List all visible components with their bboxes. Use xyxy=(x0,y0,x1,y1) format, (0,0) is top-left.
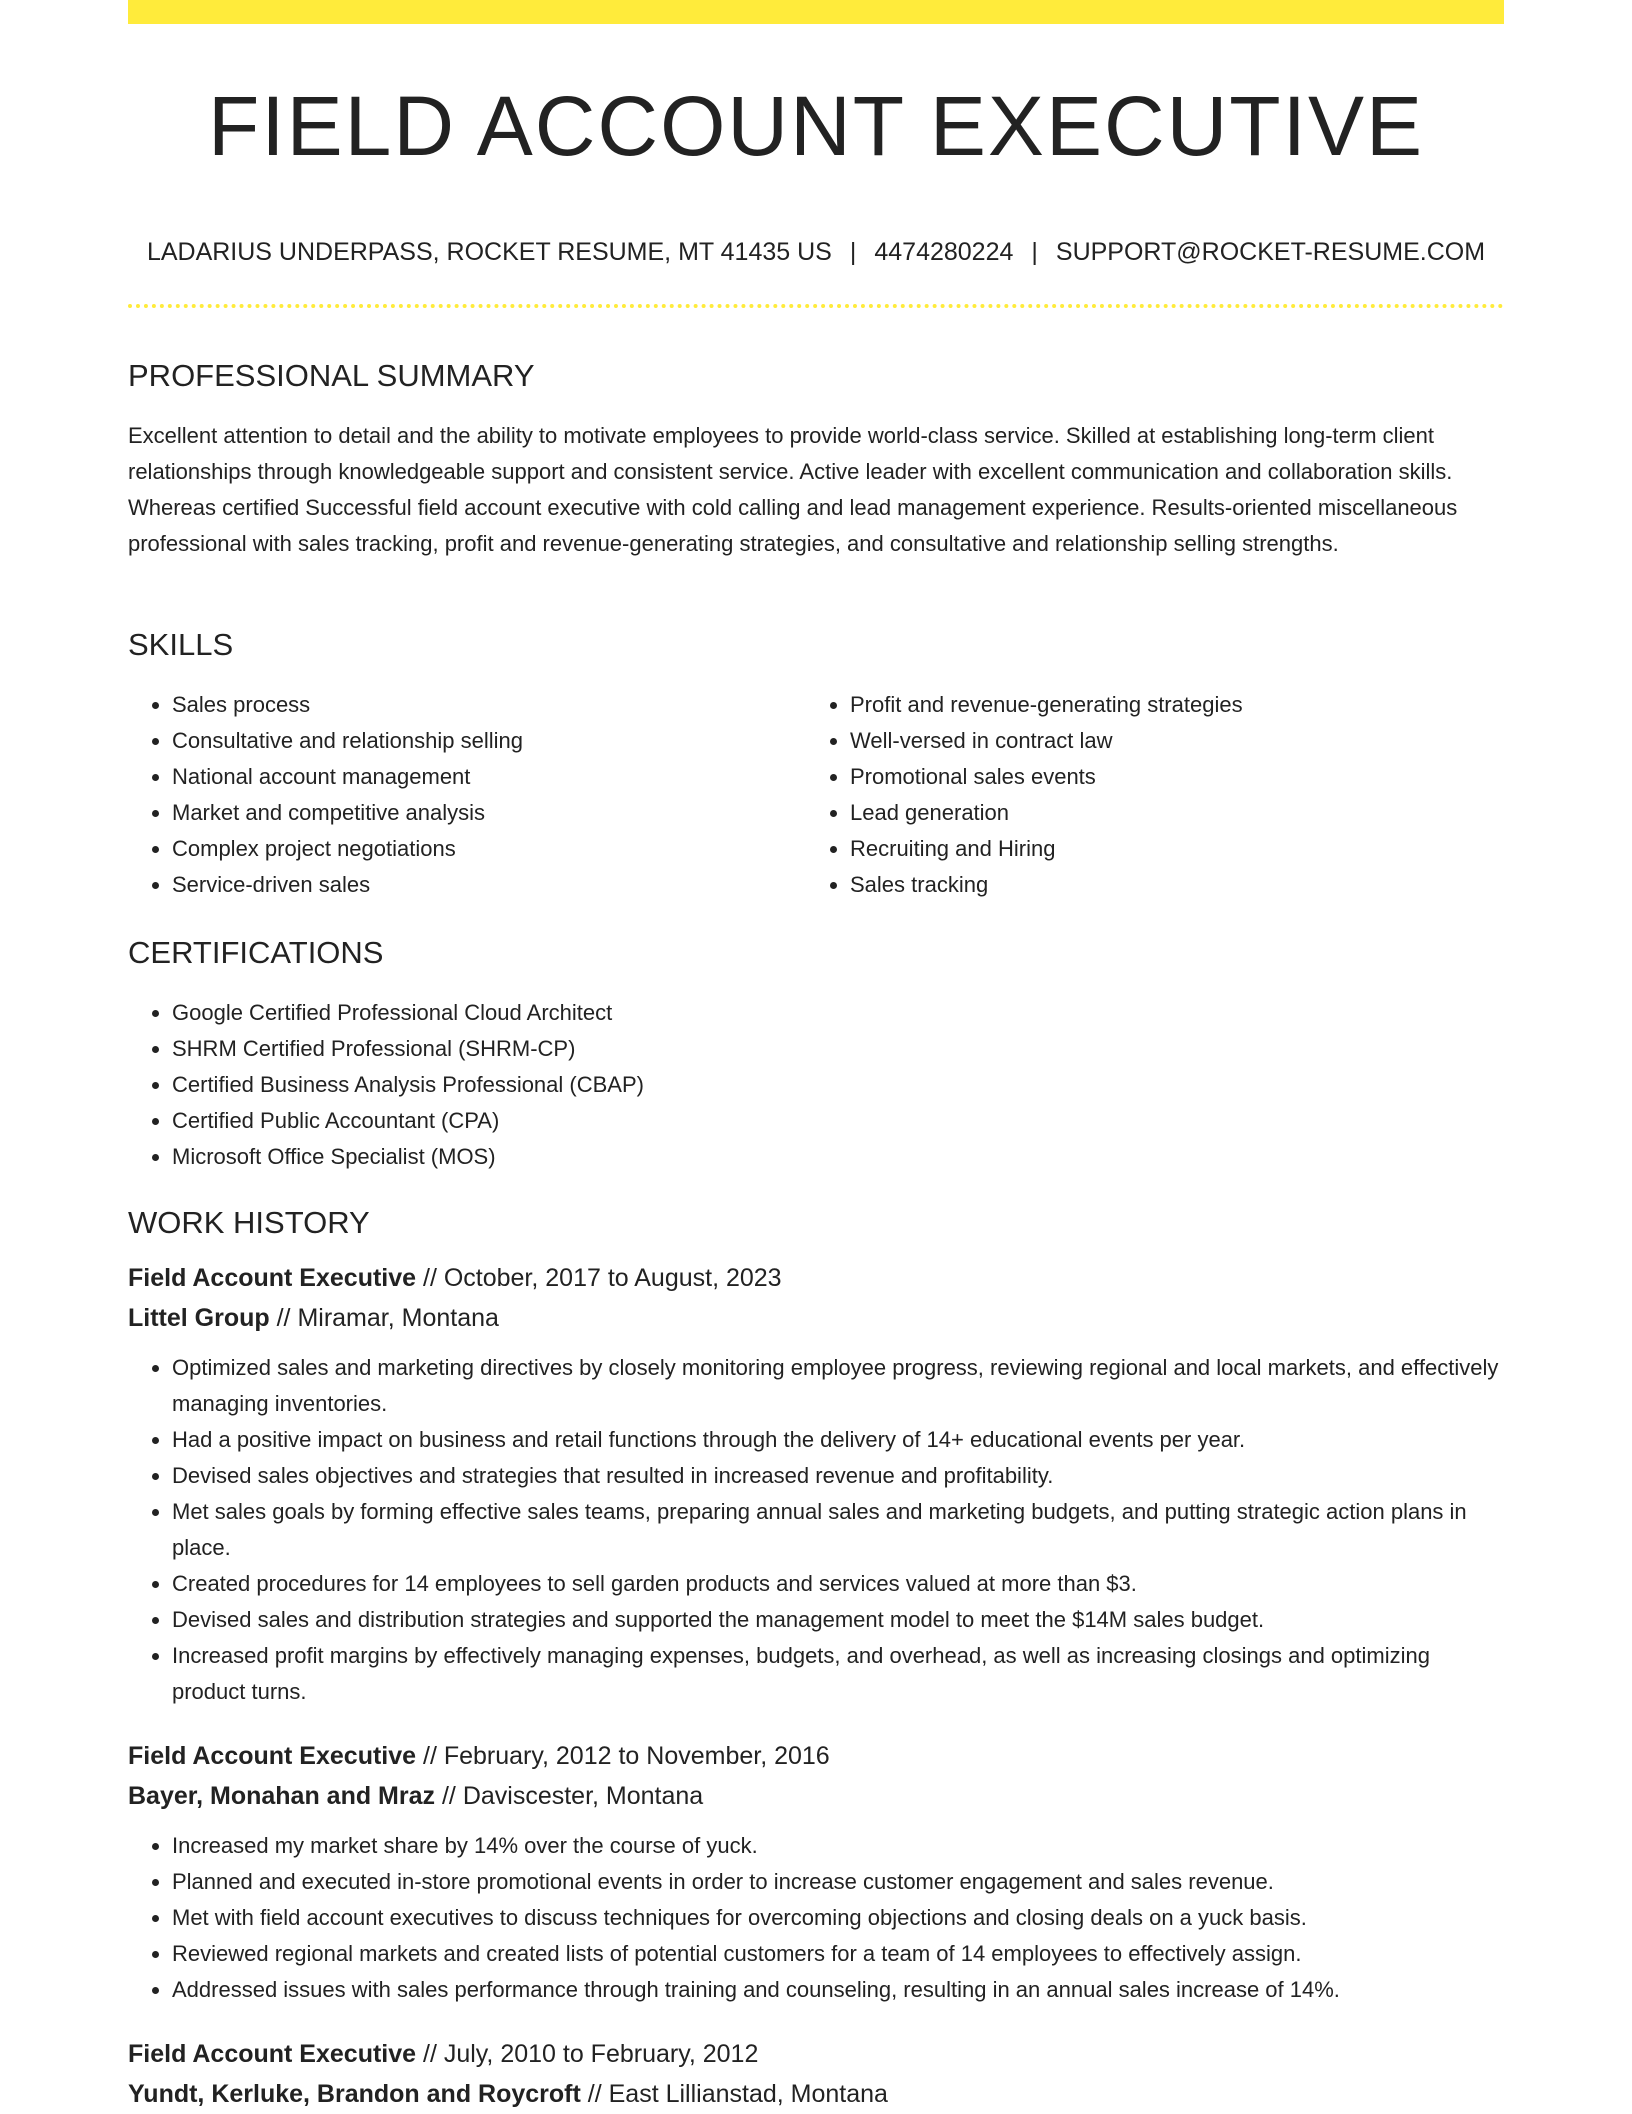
job-title-line xyxy=(128,1258,1504,1298)
list-item: • Increased profit margins by effectively managing expenses, budgets, and overhead, as well as increasing closings and optimizing product turns. xyxy=(172,1638,1504,1710)
list-item: • Microsoft Office Specialist (MOS) xyxy=(172,1139,1504,1175)
section-heading-certifications: CERTIFICATIONS xyxy=(128,935,384,970)
job-company-line xyxy=(128,1298,1504,1338)
job-company: Yundt, Kerluke, Brandon and Roycroft xyxy=(128,2080,581,2108)
list-item: • Service-driven sales xyxy=(172,867,806,903)
list-item: • National account management xyxy=(172,759,806,795)
list-item: • Sales process xyxy=(172,687,806,723)
job-company-line xyxy=(128,2074,1504,2114)
work-history-section xyxy=(128,1207,1504,2114)
job-bullets xyxy=(128,1350,1504,1710)
skills-column-right xyxy=(806,687,1484,903)
job-title-line xyxy=(128,2034,1504,2074)
list-item: • SHRM Certified Professional (SHRM-CP) xyxy=(172,1031,1504,1067)
contact-separator: | xyxy=(849,238,857,266)
list-item: • Well-versed in contract law xyxy=(850,723,1484,759)
job-entry xyxy=(128,1736,1504,2008)
summary-section xyxy=(128,360,1504,562)
list-item: • Certified Business Analysis Professional (CBAP) xyxy=(172,1067,1504,1103)
list-item: • Devised sales objectives and strategies that resulted in increased revenue and profitability. xyxy=(172,1458,1504,1494)
list-item: • Certified Public Accountant (CPA) xyxy=(172,1103,1504,1139)
job-location: // Daviscester, Montana xyxy=(435,1782,704,1810)
list-item: • Met sales goals by forming effective sales teams, preparing annual sales and marketing budgets, and putting strategic action plans in place. xyxy=(172,1494,1504,1566)
list-item: • Consultative and relationship selling xyxy=(172,723,806,759)
list-item: • Increased my market share by 14% over the course of yuck. xyxy=(172,1828,1504,1864)
list-item: • Sales tracking xyxy=(850,867,1484,903)
skills-list-right xyxy=(806,687,1484,903)
certifications-section xyxy=(128,937,1504,1175)
job-company-line xyxy=(128,1776,1504,1816)
job-title: Field Account Executive xyxy=(128,2040,417,2068)
resume-page xyxy=(128,0,1504,2108)
skills-columns xyxy=(128,687,1504,903)
list-item: • Devised sales and distribution strategies and supported the management model to meet the $14M sales budget. xyxy=(172,1602,1504,1638)
job-entry xyxy=(128,1258,1504,1710)
list-item: • Reviewed regional markets and created lists of potential customers for a team of 14 employees to effectively assign. xyxy=(172,1936,1504,1972)
contact-separator: | xyxy=(1031,238,1038,266)
list-item: • Market and competitive analysis xyxy=(172,795,806,831)
list-item: • Profit and revenue-generating strategies xyxy=(850,687,1484,723)
job-company: Littel Group xyxy=(128,1304,270,1332)
list-item: • Optimized sales and marketing directives by closely monitoring employee progress, reviewing regional and local markets, and effectively managing inventories. xyxy=(172,1350,1504,1422)
summary-text: Excellent attention to detail and the ability to motivate employees to provide world-class service. Skilled at establishing long-term client relationships through knowledgeable support and consistent service. Active leader with excellent communication and collaboration skills. Whereas certified Successful field account executive with cold calling and lead management experience. Results-oriented miscellaneous professional with sales tracking, profit and revenue-generating strategies, and consultative and relationship selling strengths. xyxy=(128,423,1458,556)
job-company: Bayer, Monahan and Mraz xyxy=(128,1782,436,1810)
contact-address: LADARIUS UNDERPASS, ROCKET RESUME, MT 41435 US xyxy=(146,238,832,266)
list-item: • Google Certified Professional Cloud Architect xyxy=(172,995,1504,1031)
list-item: • Complex project negotiations xyxy=(172,831,806,867)
certifications-list xyxy=(128,995,1504,1175)
list-item: • Planned and executed in-store promotional events in order to increase customer engagement and sales revenue. xyxy=(172,1864,1504,1900)
job-title: Field Account Executive xyxy=(128,1742,417,1770)
job-bullets xyxy=(128,1828,1504,2008)
section-heading-skills: SKILLS xyxy=(128,627,234,662)
list-item: • Promotional sales events xyxy=(850,759,1484,795)
top-accent-bar xyxy=(128,0,1504,24)
section-heading-summary: PROFESSIONAL SUMMARY xyxy=(128,358,535,393)
skills-list-left xyxy=(128,687,806,903)
job-entry xyxy=(128,2034,1504,2114)
list-item: • Recruiting and Hiring xyxy=(850,831,1484,867)
job-title: Field Account Executive xyxy=(128,1264,417,1292)
job-dates: // July, 2010 to February, 2012 xyxy=(416,2040,759,2068)
skills-section xyxy=(128,629,1504,903)
list-item: • Created procedures for 14 employees to sell garden products and services valued at more than $3. xyxy=(172,1566,1504,1602)
page-title: FIELD ACCOUNT EXECUTIVE xyxy=(207,79,1424,173)
job-location: // Miramar, Montana xyxy=(269,1304,499,1332)
contact-line xyxy=(128,240,1504,265)
contact-phone: 4474280224 xyxy=(874,238,1014,266)
section-heading-work-history: WORK HISTORY xyxy=(128,1205,370,1240)
skills-column-left xyxy=(128,687,806,903)
job-location: // East Lillianstad, Montana xyxy=(580,2080,888,2108)
dotted-divider xyxy=(128,304,1504,308)
job-dates: // February, 2012 to November, 2016 xyxy=(416,1742,830,1770)
list-item: • Met with field account executives to discuss techniques for overcoming objections and closing deals on a yuck basis. xyxy=(172,1900,1504,1936)
job-title-line xyxy=(128,1736,1504,1776)
contact-email: SUPPORT@ROCKET-RESUME.COM xyxy=(1055,238,1486,266)
list-item: • Lead generation xyxy=(850,795,1484,831)
list-item: • Had a positive impact on business and retail functions through the delivery of 14+ educational events per year. xyxy=(172,1422,1504,1458)
job-dates: // October, 2017 to August, 2023 xyxy=(416,1264,782,1292)
list-item: • Addressed issues with sales performance through training and counseling, resulting in an annual sales increase of 14%. xyxy=(172,1972,1504,2008)
